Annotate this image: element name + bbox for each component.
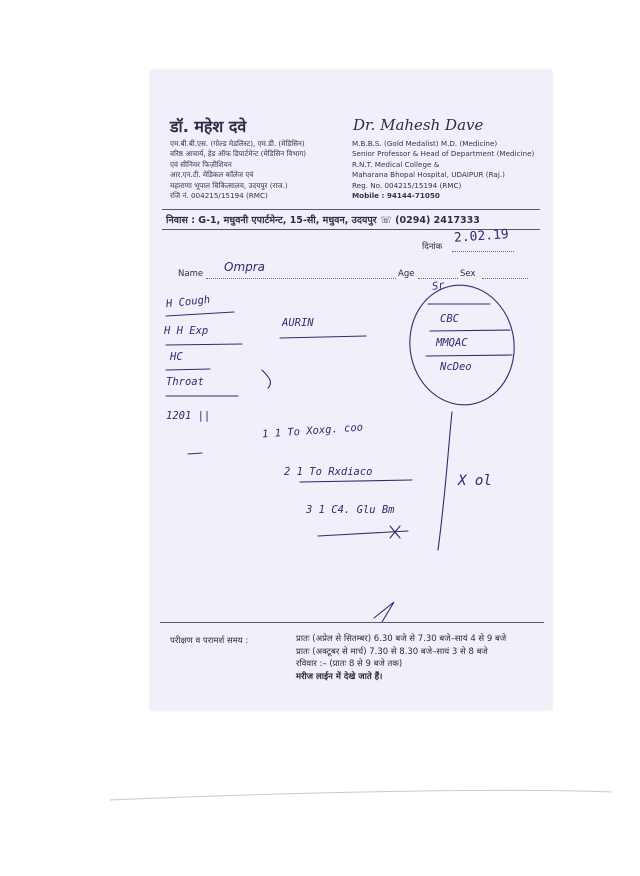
date-label: दिनांक: [422, 242, 443, 252]
sex-label: Sex: [460, 269, 476, 279]
qualification-line: रजि नं. 004215/15194 (RMC): [170, 191, 268, 201]
doctor-name-hindi: डॉ. महेश दवे: [170, 117, 247, 136]
note-line: H Cough: [165, 293, 211, 311]
note-line: H H Exp: [164, 325, 209, 337]
note-line: X ol: [458, 473, 492, 489]
note-line: MMQAC: [436, 337, 468, 349]
note-line: Sr: [431, 279, 446, 293]
name-label: Name: [178, 269, 204, 279]
qualification-line: एवं सीनियर फिज़ीशियन: [170, 159, 232, 169]
qualification-line: Mobile : 94144-71050: [352, 191, 440, 201]
qualification-line: R.N.T. Medical College &: [352, 159, 440, 169]
timing-line: रविवार :– (प्रातः 8 से 9 बजे तक): [296, 659, 403, 669]
note-line: 1201 ||: [166, 410, 211, 422]
note-line: NcDeo: [440, 361, 472, 373]
doctor-name-english: Dr. Mahesh Dave: [353, 116, 484, 134]
timing-line: मरीज लाईन में देखे जाते हैं।: [296, 671, 383, 682]
rx-line: 3 1 C4. Glu Bm: [306, 504, 395, 516]
qualification-line: आर.एन.टी. मेडिकल कॉलेज एवं: [170, 170, 254, 180]
qualification-line: वरिष्ठ आचार्य, हेड ऑफ डिपार्टमेन्ट (मेडिसिन विभाग): [170, 149, 307, 159]
rx-line: 1 1 To Xoxg. coo: [261, 421, 364, 441]
patient-name: Ompra: [224, 260, 266, 274]
qualification-line: महाराणा भूपाल चिकित्सालय, उदयपुर (राज.): [170, 180, 288, 190]
qualification-line: एम.बी.बी.एस. (गोल्ड मेडलिस्ट), एम.डी. (मेडिसिन): [170, 139, 305, 148]
qualification-line: Maharana Bhopal Hospital, UDAIPUR (Raj.): [352, 170, 505, 180]
timing-label: परीक्षण व परामर्श समय :: [170, 636, 249, 646]
residence-address: निवास : G-1, मधुवनी एपार्टमेन्ट, 15-सी, मधुवन, उदयपुर ☏ (0294) 2417333: [166, 215, 480, 226]
qualification-line: Reg. No. 004215/15194 (RMC): [352, 180, 462, 190]
note-line: AURIN: [282, 317, 314, 329]
date-value: 2.02.19: [453, 227, 510, 246]
note-line: CBC: [440, 313, 459, 325]
note-line: HC: [170, 351, 183, 363]
qualification-line: Senior Professor & Head of Department (Medicine): [352, 149, 535, 159]
timing-line: प्रातः (अक्टूबर से मार्च) 7.30 से 8.30 बजे–सायं 3 से 8 बजे: [296, 646, 488, 657]
fold-line: [110, 790, 612, 800]
qualification-line: M.B.B.S. (Gold Medalist) M.D. (Medicine): [352, 139, 498, 148]
rx-line: 2 1 To Rxdiaco: [284, 466, 373, 478]
note-line: Throat: [166, 376, 204, 388]
timing-line: प्रातः (अप्रेल से सितम्बर) 6.30 बजे से 7.30 बजे–सायं 4 से 9 बजे: [296, 634, 507, 644]
age-label: Age: [398, 269, 415, 279]
